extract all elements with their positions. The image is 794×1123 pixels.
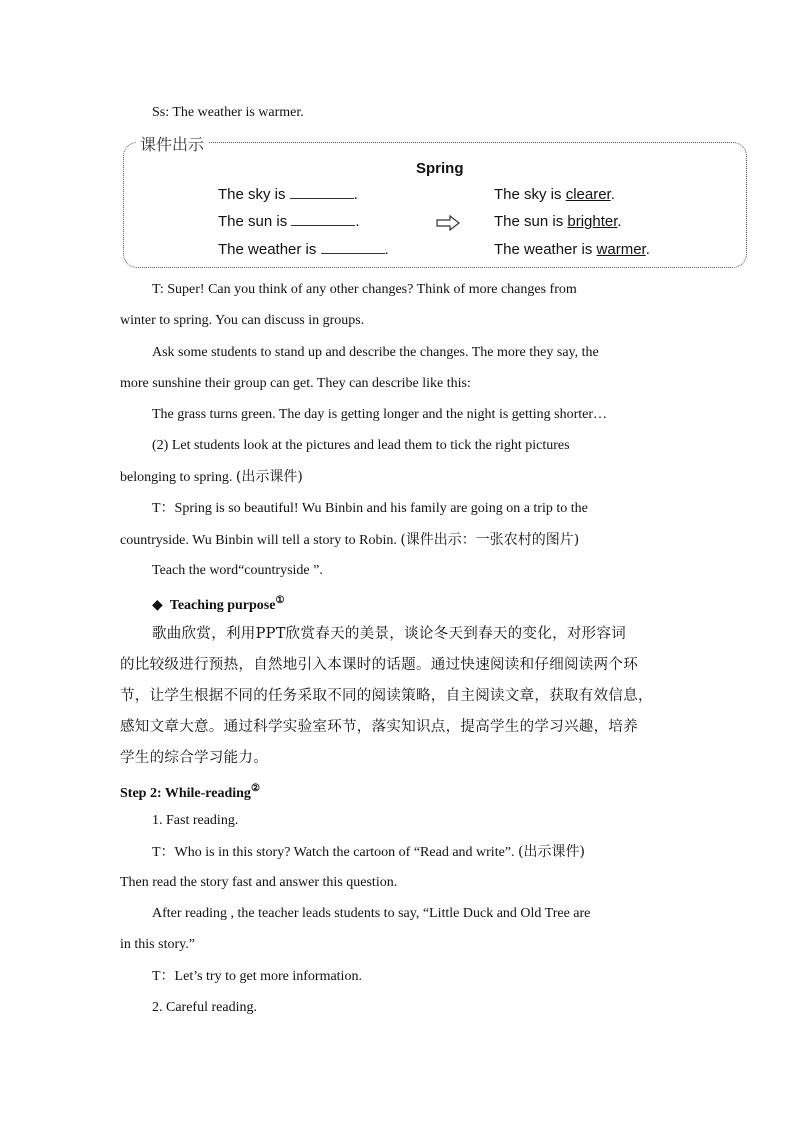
para2-line2: more sunshine their group can get. They can describe like this: xyxy=(120,376,471,391)
left-text-3: The weather is xyxy=(218,241,321,258)
para4-text: belonging to spring. xyxy=(120,470,236,485)
right-post-1: . xyxy=(610,186,615,203)
footnote-marker: ② xyxy=(250,783,260,794)
courseware-note: (出示课件) xyxy=(235,469,303,485)
courseware-note: (课件出示：一张农村的图片) xyxy=(400,532,580,548)
blank xyxy=(291,213,355,226)
courseware-title: Spring xyxy=(416,160,464,177)
comparative-word-3: warmer xyxy=(596,241,646,258)
comparative-word-2: brighter xyxy=(567,213,618,230)
purpose-zh-line1: 歌曲欣赏，利用PPT欣赏春天的美景，谈论冬天到春天的变化，对形容词 xyxy=(152,626,627,642)
left-sentence-2 xyxy=(218,213,360,230)
purpose-zh-line4: 感知文章大意。通过科学实验室环节，落实知识点，提高学生的学习兴趣，培养 xyxy=(120,719,638,735)
para5-line1: T：Spring is so beautiful! Wu Binbin and his family are going on a trip to the xyxy=(152,501,588,516)
careful-reading: 2. Careful reading. xyxy=(152,1000,257,1015)
dialogue-line: Ss: The weather is warmer. xyxy=(152,105,304,120)
step2-label: Step 2: While-reading xyxy=(120,786,251,801)
courseware-note: (出示课件) xyxy=(518,844,585,860)
para3-line: The grass turns green. The day is getting longer and the night is getting shorter… xyxy=(152,407,608,422)
right-arrow-icon xyxy=(436,215,460,231)
right-sentence-1 xyxy=(494,186,615,203)
para9-line: T：Let’s try to get more information. xyxy=(152,969,362,984)
comparative-word-1: clearer xyxy=(565,186,611,203)
para8-line2: in this story.” xyxy=(120,937,195,952)
para4-line2 xyxy=(120,468,303,487)
teaching-purpose-heading xyxy=(152,592,284,615)
left-end-3: . xyxy=(384,241,389,258)
footnote-marker: ① xyxy=(275,595,285,606)
left-end-2: . xyxy=(355,213,360,230)
para6-line: Teach the word“countryside ”. xyxy=(152,563,323,578)
para1-line2: winter to spring. You can discuss in groups. xyxy=(120,313,365,328)
right-pre-1: The sky is xyxy=(494,186,566,203)
left-text-1: The sky is xyxy=(218,186,290,203)
blank xyxy=(321,241,385,254)
fast-reading: 1. Fast reading. xyxy=(152,813,239,828)
purpose-zh-line3: 节，让学生根据不同的任务采取不同的阅读策略，自主阅读文章，获取有效信息， xyxy=(120,688,653,704)
right-post-3: . xyxy=(645,241,650,258)
right-sentence-2 xyxy=(494,213,622,230)
step2-heading xyxy=(120,780,260,803)
blank xyxy=(290,186,354,199)
left-sentence-3 xyxy=(218,241,389,258)
purpose-zh-line5: 学生的综合学习能力。 xyxy=(120,750,268,766)
teaching-purpose-label: Teaching purpose xyxy=(169,598,276,613)
para7-text: T：Who is in this story? Watch the cartoon of “Read and write”. xyxy=(152,845,519,860)
para5-line2 xyxy=(120,531,579,550)
purpose-zh-line2: 的比较级进行预热，自然地引入本课时的话题。通过快速阅读和仔细阅读两个环 xyxy=(120,657,638,673)
para7-line2: Then read the story fast and answer this question. xyxy=(120,875,398,890)
left-end-1: . xyxy=(353,186,358,203)
para1-line1: T: Super! Can you think of any other changes? Think of more changes from xyxy=(152,282,577,297)
left-text-2: The sun is xyxy=(218,213,292,230)
para7-line1 xyxy=(152,843,585,862)
diamond-bullet-icon: ◆ xyxy=(152,598,163,613)
para4-line1: (2) Let students look at the pictures and lead them to tick the right pictures xyxy=(152,438,570,453)
courseware-tag xyxy=(136,132,208,155)
right-pre-3: The weather is xyxy=(494,241,597,258)
para2-line1: Ask some students to stand up and describe the changes. The more they say, the xyxy=(152,345,599,360)
right-sentence-3 xyxy=(494,241,650,258)
courseware-tag-text: 课件出示 xyxy=(140,135,205,154)
right-post-2: . xyxy=(617,213,622,230)
right-pre-2: The sun is xyxy=(494,213,568,230)
para5-text: countryside. Wu Binbin will tell a story to Robin. xyxy=(120,533,401,548)
para8-line1: After reading , the teacher leads students to say, “Little Duck and Old Tree are xyxy=(152,906,591,921)
left-sentence-1 xyxy=(218,186,358,203)
